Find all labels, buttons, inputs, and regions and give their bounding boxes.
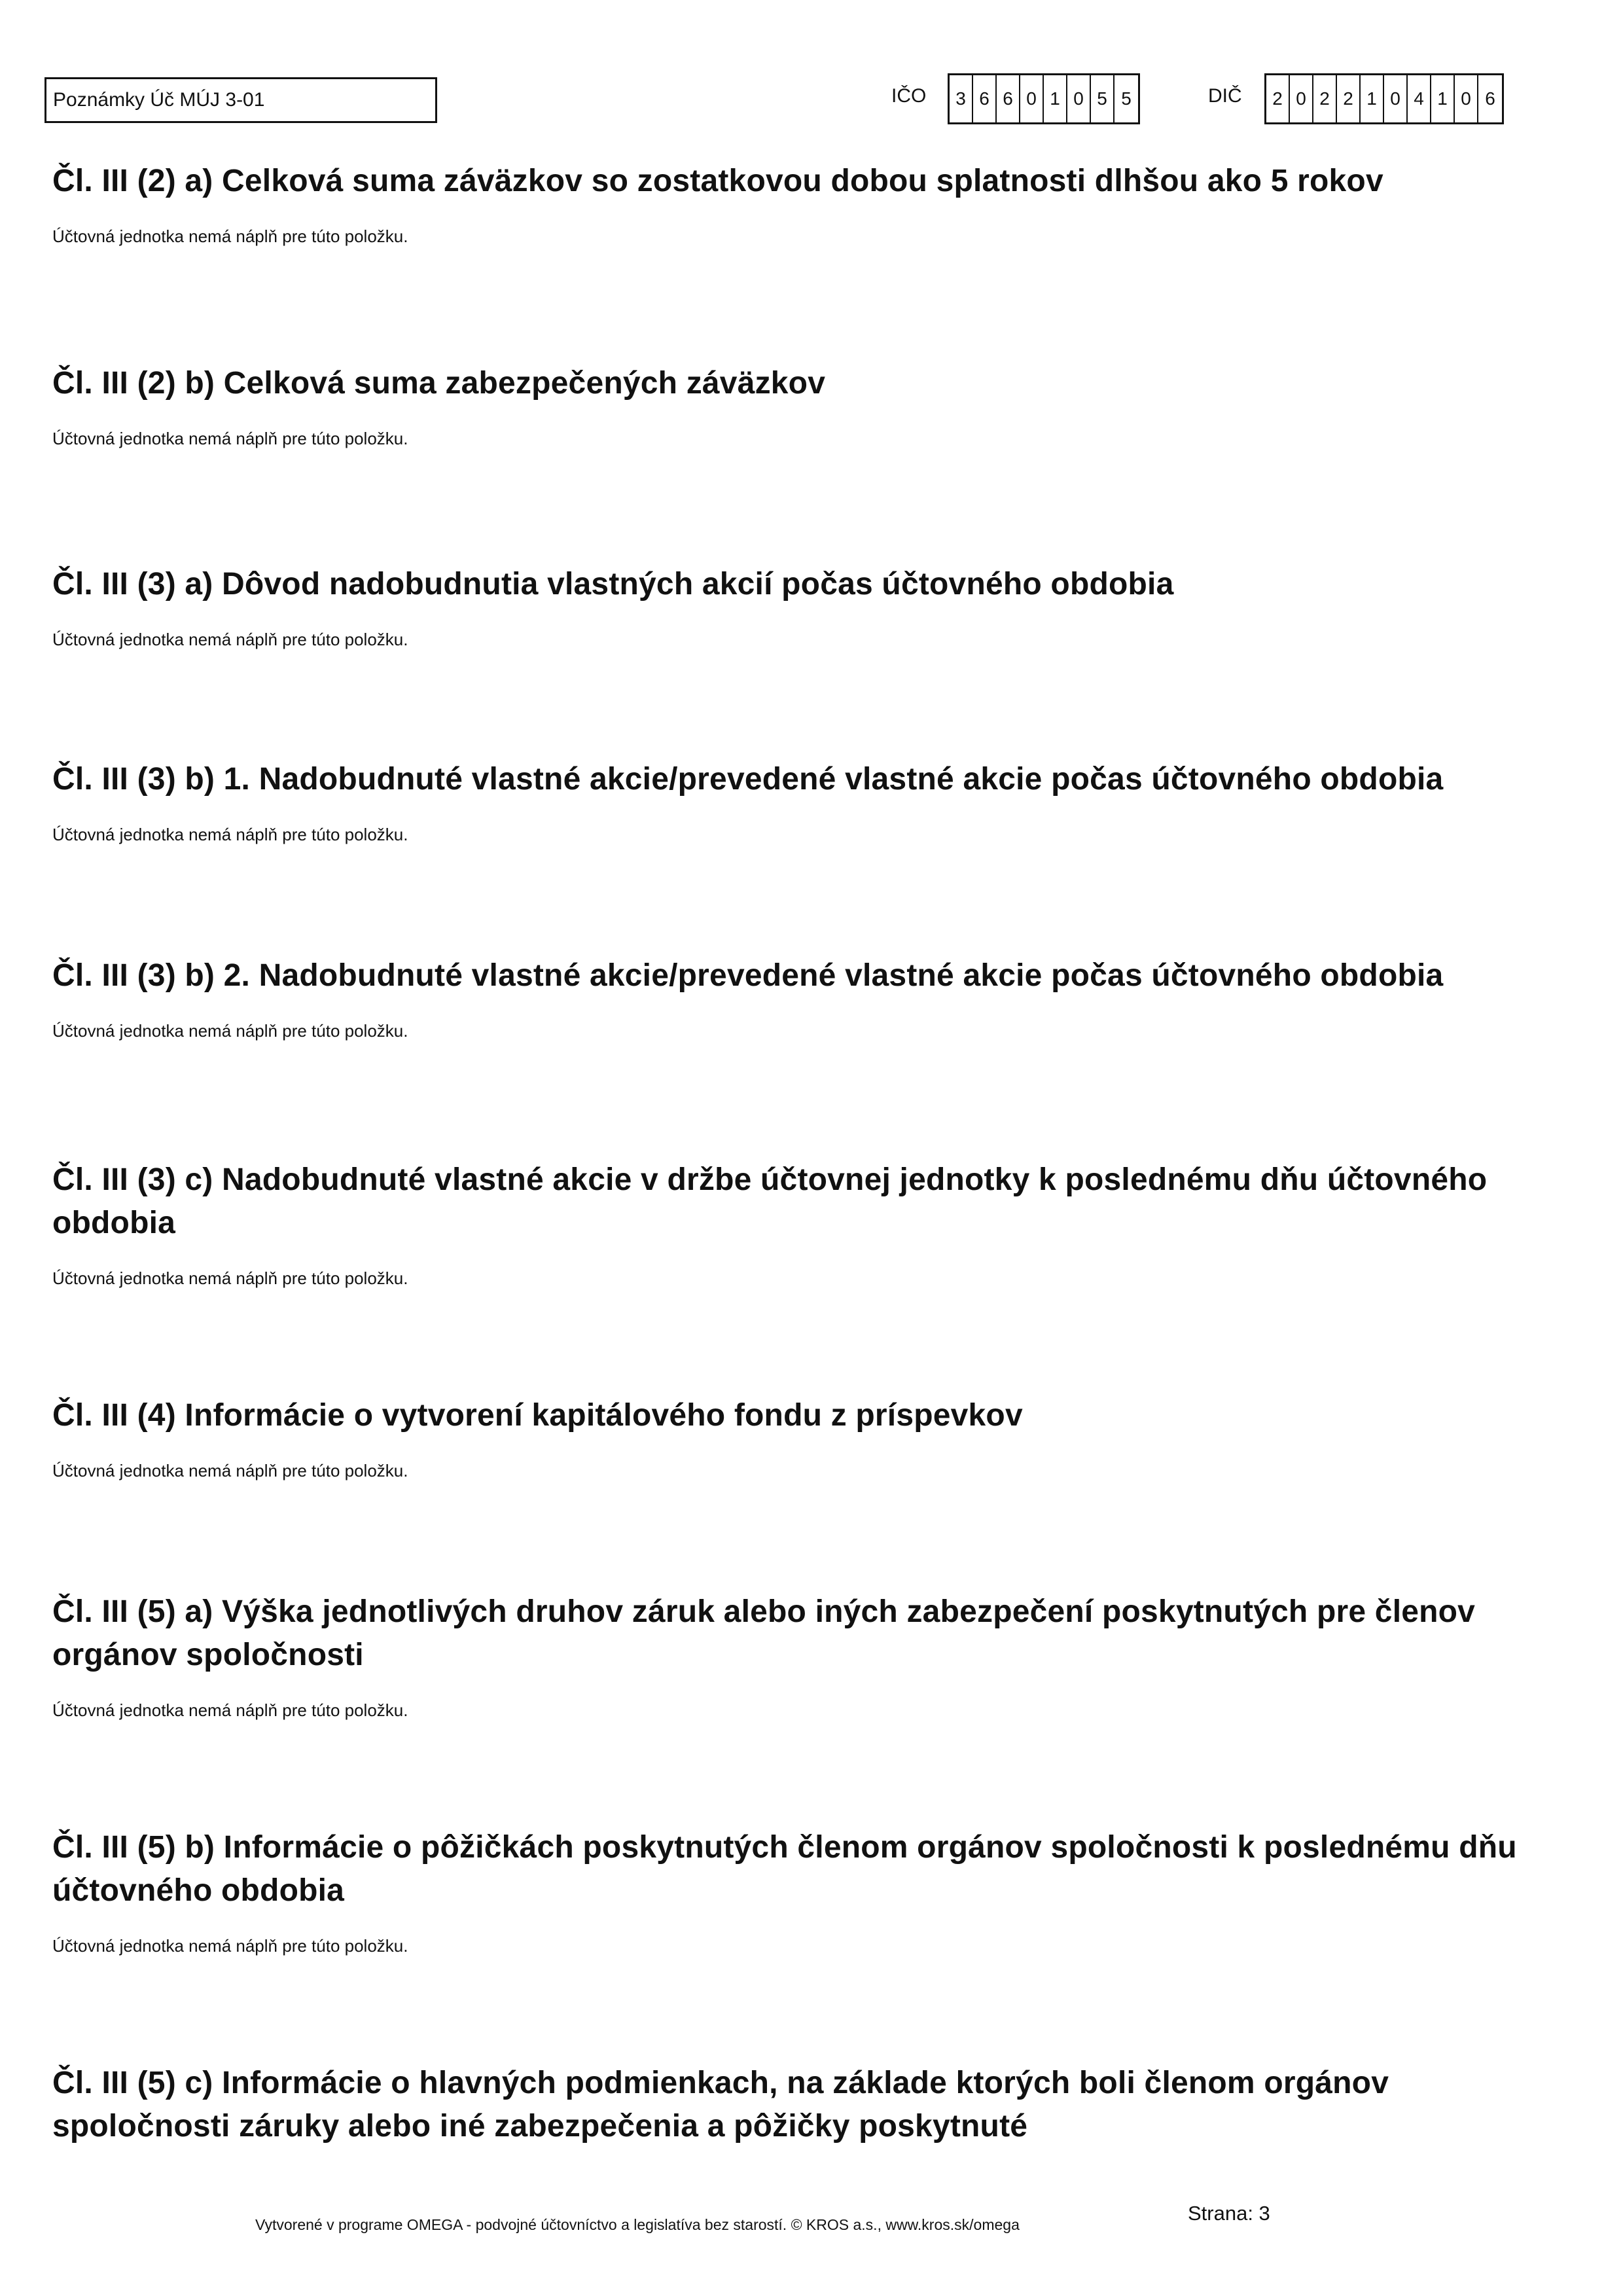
dic-digit: 2 [1313, 75, 1337, 122]
section-note: Účtovná jednotka nemá náplň pre túto položku. [52, 1936, 408, 1956]
ico-digit: 6 [973, 75, 997, 122]
section-heading: Čl. III (5) b) Informácie o pôžičkách poskytnutých členom orgánov spoločnosti k poslednému dňu účtovného obdobia [52, 1830, 1517, 1908]
dic-digit: 0 [1290, 75, 1313, 122]
section-note: Účtovná jednotka nemá náplň pre túto položku. [52, 1268, 408, 1288]
ico-digit-boxes [948, 73, 1140, 124]
ico-digit: 5 [1121, 88, 1132, 109]
section-heading: Čl. III (5) a) Výška jednotlivých druhov záruk alebo iných zabezpečení poskytnutých pre členov orgánov spoločnosti [52, 1594, 1476, 1672]
section-heading: Čl. III (2) a) Celková suma záväzkov so zostatkovou dobou splatnosti dlhšou ako 5 rokov [52, 164, 1383, 198]
footer-credit: Vytvorené v programe OMEGA - podvojné účtovníctvo a legislatíva bez starostí. © KROS a.s., www.kros.sk/omega [255, 2216, 1020, 2233]
section-iii-3b1 [52, 758, 1558, 846]
ico-label: IČO [891, 85, 927, 107]
dic-label: DIČ [1208, 85, 1242, 107]
ico-digit: 6 [997, 75, 1020, 122]
dic-digit: 4 [1408, 75, 1431, 122]
dic-digit: 0 [1384, 75, 1408, 122]
dic-digit: 2 [1337, 75, 1361, 122]
section-note: Účtovná jednotka nemá náplň pre túto položku. [52, 1700, 408, 1720]
section-iii-3b2 [52, 954, 1558, 1042]
ico-digit: 1 [1044, 75, 1067, 122]
section-heading: Čl. III (5) c) Informácie o hlavných podmienkach, na základe ktorých boli členom orgánov spoločnosti záruky alebo iné zabezpečenia a pôžičky poskytnuté [52, 2066, 1389, 2144]
section-note: Účtovná jednotka nemá náplň pre túto položku. [52, 1461, 408, 1480]
section-heading: Čl. III (3) c) Nadobudnuté vlastné akcie v držbe účtovnej jednotky k poslednému dňu účtovného obdobia [52, 1162, 1488, 1240]
section-note: Účtovná jednotka nemá náplň pre túto položku. [52, 429, 408, 448]
form-label: Poznámky Úč MÚJ 3-01 [45, 77, 437, 123]
dic-digit: 6 [1485, 88, 1495, 109]
dic-digit: 2 [1266, 75, 1290, 122]
section-iii-3c [52, 1158, 1558, 1289]
section-note: Účtovná jednotka nemá náplň pre túto položku. [52, 630, 408, 649]
section-iii-5c [52, 2062, 1558, 2148]
section-note: Účtovná jednotka nemá náplň pre túto položku. [52, 226, 408, 246]
dic-digit-boxes [1264, 73, 1504, 124]
section-note: Účtovná jednotka nemá náplň pre túto položku. [52, 1021, 408, 1041]
section-iii-4 [52, 1394, 1558, 1482]
dic-digit: 1 [1431, 75, 1455, 122]
dic-digit: 0 [1455, 75, 1478, 122]
section-heading: Čl. III (3) b) 1. Nadobudnuté vlastné akcie/prevedené vlastné akcie počas účtovného obdobia [52, 762, 1444, 797]
page-number: Strana: 3 [1188, 2202, 1270, 2225]
section-iii-5a [52, 1590, 1558, 1721]
section-heading: Čl. III (2) b) Celková suma zabezpečených záväzkov [52, 366, 826, 401]
section-iii-2b [52, 362, 1558, 450]
ico-digit: 3 [950, 75, 973, 122]
section-heading: Čl. III (3) a) Dôvod nadobudnutia vlastných akcií počas účtovného obdobia [52, 567, 1174, 601]
section-iii-2a [52, 160, 1558, 247]
section-heading: Čl. III (4) Informácie o vytvorení kapitálového fondu z príspevkov [52, 1398, 1023, 1433]
section-heading: Čl. III (3) b) 2. Nadobudnuté vlastné akcie/prevedené vlastné akcie počas účtovného obdobia [52, 958, 1444, 993]
section-note: Účtovná jednotka nemá náplň pre túto položku. [52, 825, 408, 844]
ico-digit: 5 [1091, 75, 1115, 122]
section-iii-3a [52, 563, 1558, 651]
ico-digit: 0 [1067, 75, 1091, 122]
ico-digit: 0 [1020, 75, 1044, 122]
dic-digit: 1 [1361, 75, 1384, 122]
section-iii-5b [52, 1826, 1558, 1957]
